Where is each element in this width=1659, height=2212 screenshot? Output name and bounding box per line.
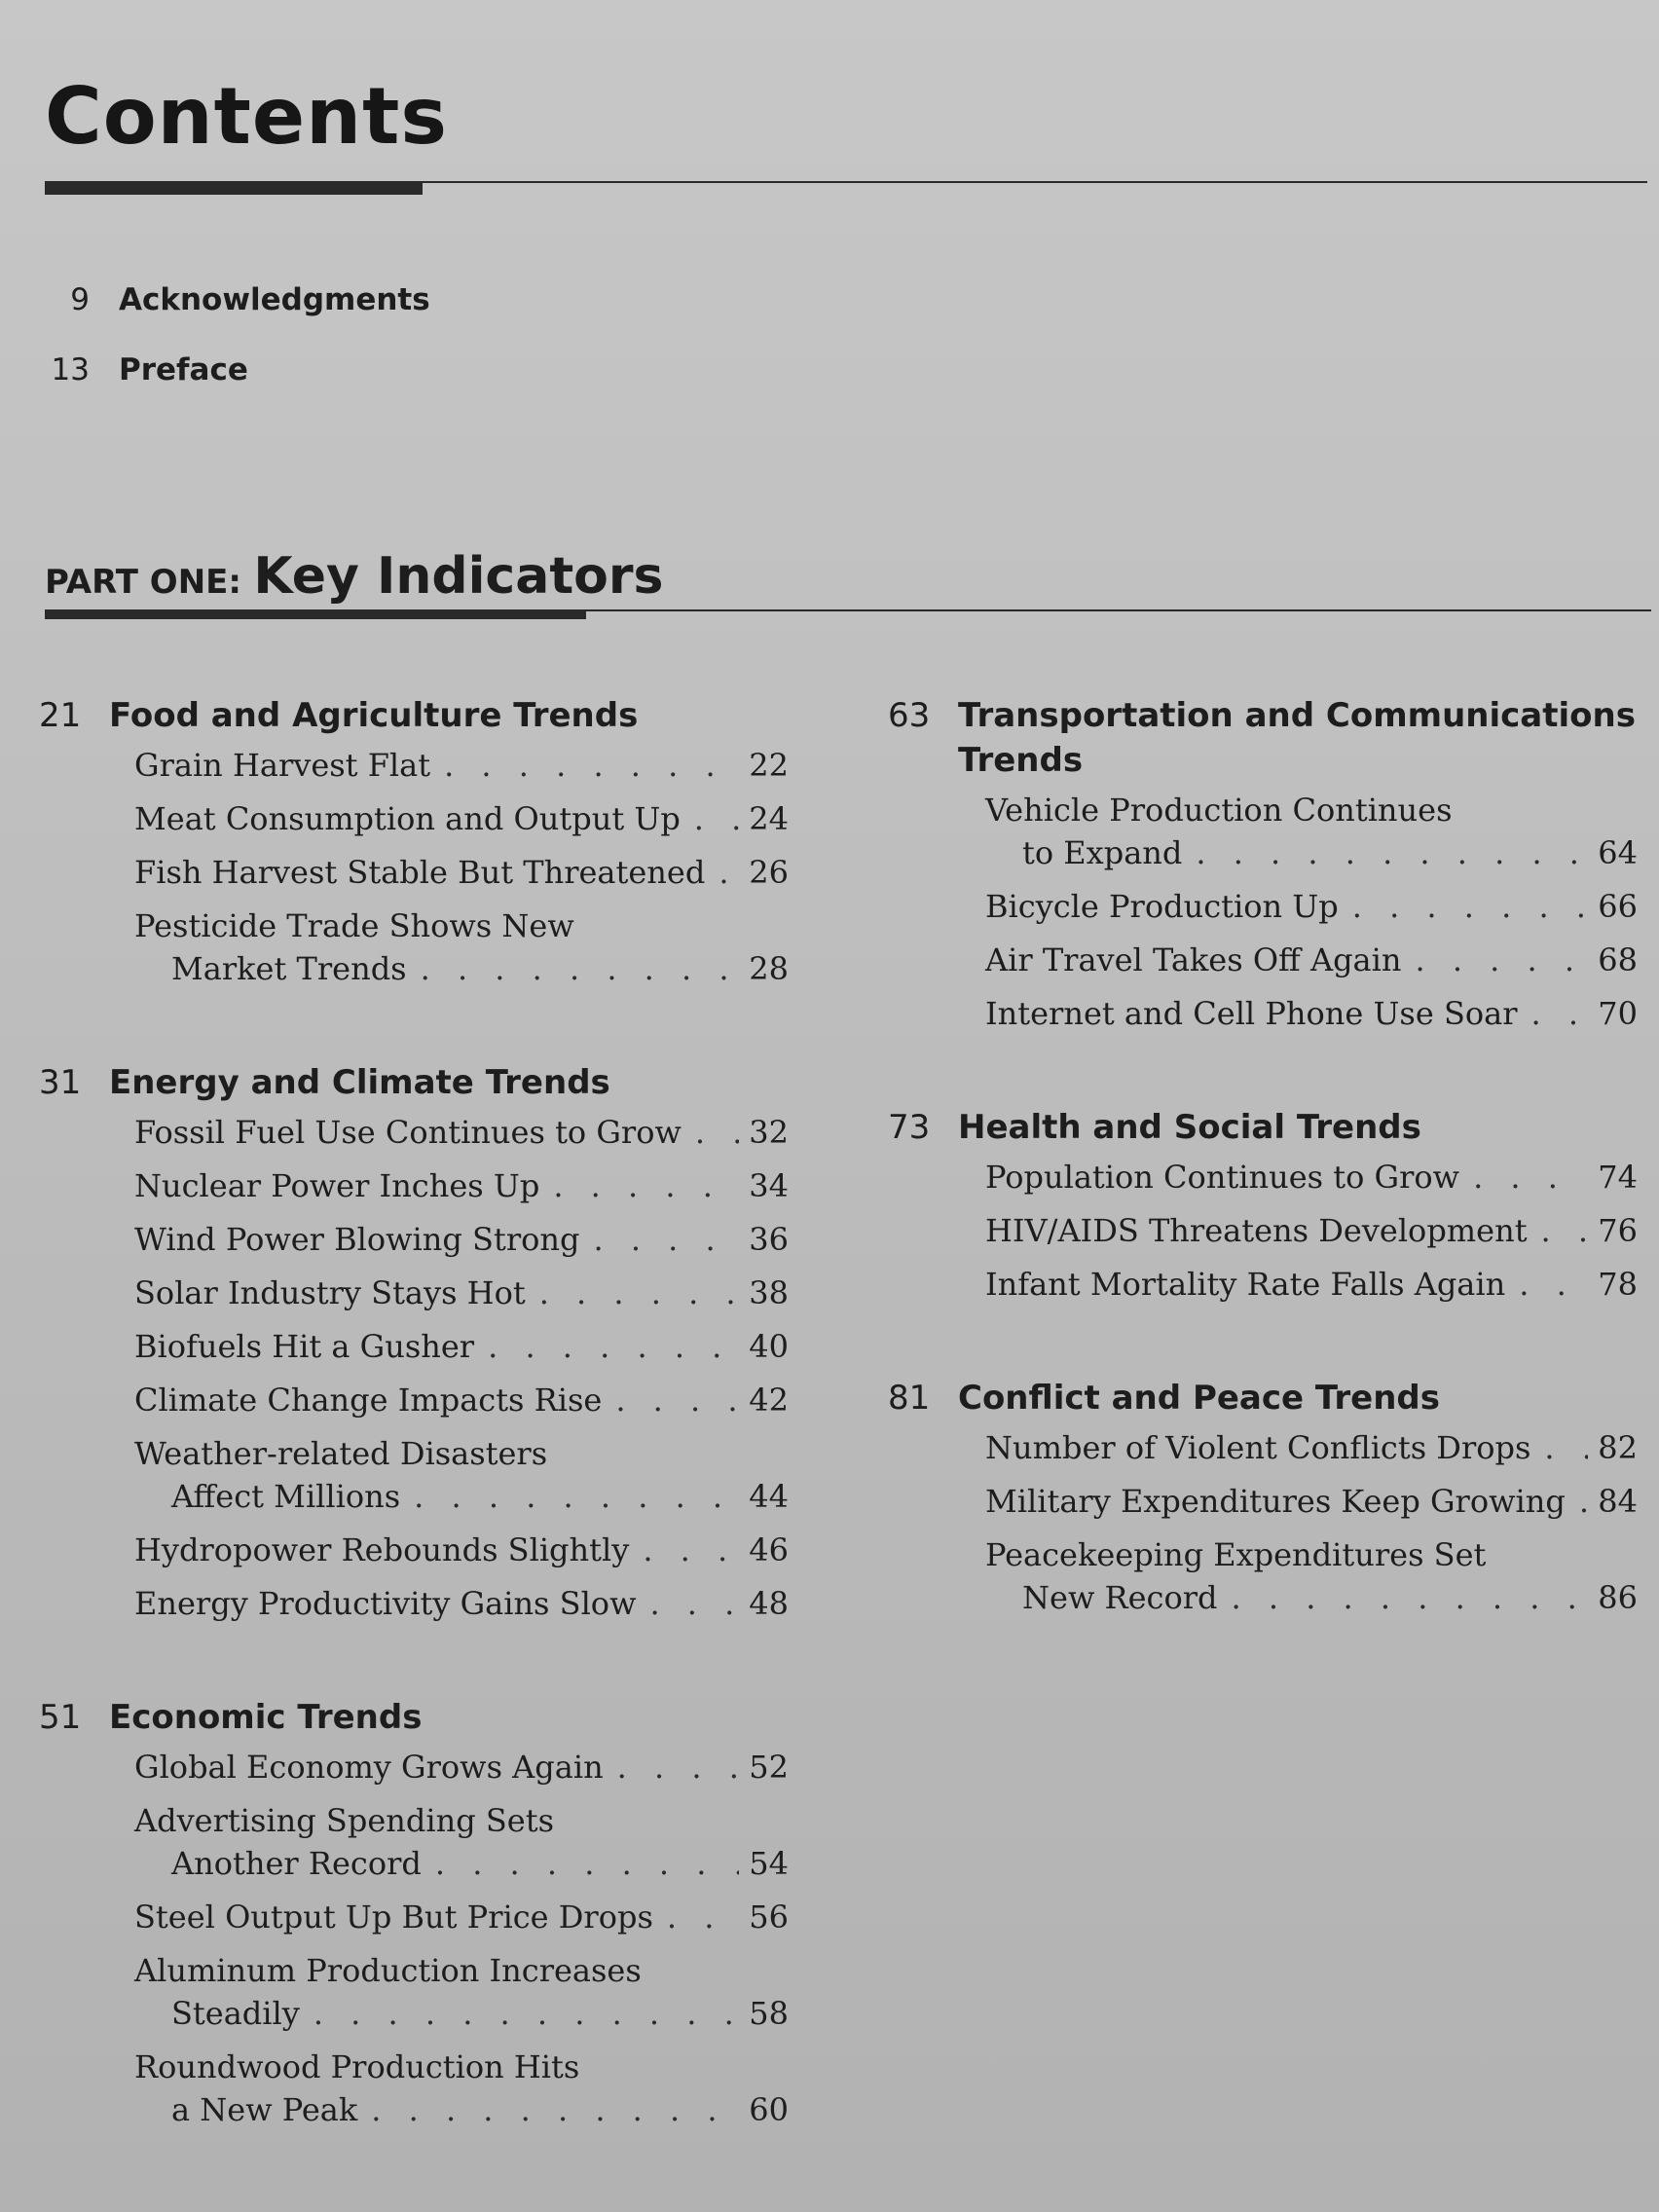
dot-leader bbox=[667, 1896, 739, 1938]
entry-title-line: Wind Power Blowing Strong bbox=[134, 1221, 580, 1258]
entry-title-line: Roundwood Production Hits bbox=[134, 2048, 580, 2085]
entry-title-line: Fish Harvest Stable But Threatened bbox=[134, 854, 706, 891]
entry-page-number: 78 bbox=[1598, 1266, 1638, 1303]
entry-page-number: 58 bbox=[749, 1995, 789, 2032]
part-rule-accent bbox=[45, 609, 586, 619]
entry-page-number: 44 bbox=[749, 1478, 789, 1515]
toc-entry[interactable] bbox=[985, 789, 1638, 874]
dot-leader bbox=[695, 1111, 739, 1154]
front-matter-page: 9 bbox=[70, 282, 90, 317]
entry-title-line: Grain Harvest Flat bbox=[134, 747, 431, 784]
section-page-number: 81 bbox=[888, 1379, 931, 1418]
dot-leader bbox=[553, 1164, 739, 1207]
dot-leader bbox=[643, 1529, 739, 1571]
dot-leader bbox=[1196, 831, 1588, 874]
part-prefix: PART ONE: bbox=[45, 563, 241, 602]
entry-page-number: 84 bbox=[1598, 1483, 1638, 1520]
dot-leader bbox=[649, 1582, 739, 1625]
entry-page-number: 60 bbox=[749, 2091, 789, 2128]
toc-column-left bbox=[39, 693, 789, 2201]
entry-title-line: Biofuels Hit a Gusher bbox=[134, 1328, 475, 1365]
toc-entry[interactable] bbox=[134, 744, 789, 787]
toc-section bbox=[888, 1376, 1638, 1619]
toc-entry[interactable] bbox=[134, 1379, 789, 1421]
dot-leader bbox=[719, 851, 739, 894]
dot-leader bbox=[421, 947, 740, 990]
entry-page-number: 70 bbox=[1598, 995, 1638, 1032]
entry-page-number: 22 bbox=[749, 747, 789, 784]
entry-title-line: Global Economy Grows Again bbox=[134, 1749, 604, 1786]
entry-title-line: New Record bbox=[1022, 1579, 1218, 1616]
dot-leader bbox=[1232, 1576, 1589, 1619]
section-heading[interactable] bbox=[39, 1060, 789, 1105]
entry-title-line: Another Record bbox=[171, 1845, 422, 1882]
dot-leader bbox=[435, 1842, 739, 1885]
entry-title-line: Peacekeeping Expenditures Set bbox=[985, 1536, 1487, 1573]
toc-section bbox=[39, 1060, 789, 1625]
toc-section bbox=[888, 1105, 1638, 1306]
entry-title-line: Climate Change Impacts Rise bbox=[134, 1382, 603, 1419]
entry-title-line: Military Expenditures Keep Growing bbox=[985, 1483, 1566, 1520]
section-title: Energy and Climate Trends bbox=[109, 1063, 610, 1102]
toc-section bbox=[39, 693, 789, 990]
entry-page-number: 46 bbox=[749, 1531, 789, 1568]
toc-entry[interactable] bbox=[134, 1529, 789, 1571]
section-title: Economic Trends bbox=[109, 1698, 423, 1737]
entry-page-number: 68 bbox=[1598, 941, 1638, 978]
entry-page-number: 66 bbox=[1598, 888, 1638, 925]
toc-entry[interactable] bbox=[134, 797, 789, 840]
entry-page-number: 56 bbox=[749, 1899, 789, 1936]
section-title: Health and Social Trends bbox=[958, 1108, 1421, 1147]
section-title: Conflict and Peace Trends bbox=[958, 1379, 1440, 1418]
entry-title-line: Internet and Cell Phone Use Soar bbox=[985, 995, 1518, 1032]
entry-title-line: Energy Productivity Gains Slow bbox=[134, 1585, 637, 1622]
entry-page-number: 24 bbox=[749, 800, 789, 837]
entry-title-line: Bicycle Production Up bbox=[985, 888, 1339, 925]
entry-title-line: Advertising Spending Sets bbox=[134, 1802, 554, 1839]
entry-title-line: a New Peak bbox=[171, 2091, 358, 2128]
part-title: Key Indicators bbox=[253, 547, 664, 606]
entry-title-line: Nuclear Power Inches Up bbox=[134, 1167, 540, 1204]
dot-leader bbox=[1473, 1156, 1588, 1198]
entry-page-number: 74 bbox=[1598, 1159, 1638, 1196]
toc-entry[interactable] bbox=[134, 1111, 789, 1154]
toc-entry[interactable] bbox=[134, 904, 789, 990]
section-page-number: 73 bbox=[888, 1108, 931, 1147]
toc-entry[interactable] bbox=[985, 1263, 1638, 1306]
entry-page-number: 76 bbox=[1598, 1212, 1638, 1249]
entry-title-line: Hydropower Rebounds Slightly bbox=[134, 1531, 630, 1568]
toc-entry[interactable] bbox=[985, 1480, 1638, 1523]
toc-entry[interactable] bbox=[134, 1746, 789, 1788]
front-matter-label: Acknowledgments bbox=[119, 282, 430, 317]
entry-page-number: 32 bbox=[749, 1114, 789, 1151]
toc-entry[interactable] bbox=[134, 1896, 789, 1938]
entry-title-line: Air Travel Takes Off Again bbox=[985, 941, 1402, 978]
entry-title-line: to Expand bbox=[1022, 834, 1183, 871]
dot-leader bbox=[1519, 1263, 1588, 1306]
section-page-number: 51 bbox=[39, 1698, 82, 1737]
dot-leader bbox=[593, 1218, 739, 1261]
section-heading[interactable] bbox=[39, 1695, 789, 1740]
toc-entry[interactable] bbox=[134, 1272, 789, 1314]
entry-page-number: 28 bbox=[749, 950, 789, 987]
dot-leader bbox=[617, 1746, 740, 1788]
toc-entry[interactable] bbox=[134, 2046, 789, 2131]
entry-title-line: Aluminum Production Increases bbox=[134, 1952, 642, 1989]
dot-leader bbox=[1541, 1209, 1589, 1252]
entry-title-line: HIV/AIDS Threatens Development bbox=[985, 1212, 1528, 1249]
toc-entry[interactable] bbox=[985, 992, 1638, 1035]
entry-page-number: 40 bbox=[749, 1328, 789, 1365]
entry-page-number: 42 bbox=[749, 1382, 789, 1419]
toc-entry[interactable] bbox=[985, 1209, 1638, 1252]
dot-leader bbox=[615, 1379, 739, 1421]
toc-entry[interactable] bbox=[985, 1533, 1638, 1619]
dot-leader bbox=[1531, 992, 1589, 1035]
toc-section bbox=[888, 693, 1638, 1035]
page-title: Contents bbox=[45, 71, 448, 162]
dot-leader bbox=[1544, 1426, 1588, 1469]
toc-entry[interactable] bbox=[134, 1582, 789, 1625]
entry-page-number: 34 bbox=[749, 1167, 789, 1204]
section-page-number: 21 bbox=[39, 696, 82, 735]
dot-leader bbox=[694, 797, 739, 840]
dot-leader bbox=[1352, 885, 1589, 928]
section-heading[interactable] bbox=[39, 693, 789, 738]
dot-leader bbox=[414, 1475, 739, 1518]
section-title: Transportation and Communications Trends bbox=[958, 696, 1636, 780]
entry-page-number: 36 bbox=[749, 1221, 789, 1258]
toc-entry[interactable] bbox=[985, 1156, 1638, 1198]
entry-page-number: 54 bbox=[749, 1845, 789, 1882]
toc-entry[interactable] bbox=[134, 1949, 789, 2035]
entry-page-number: 26 bbox=[749, 854, 789, 891]
dot-leader bbox=[371, 2088, 739, 2131]
toc-entry[interactable] bbox=[134, 851, 789, 894]
dot-leader bbox=[539, 1272, 740, 1314]
entry-title-line: Number of Violent Conflicts Drops bbox=[985, 1429, 1531, 1466]
entry-page-number: 52 bbox=[749, 1749, 789, 1786]
entry-title-line: Population Continues to Grow bbox=[985, 1159, 1460, 1196]
section-heading[interactable] bbox=[888, 693, 1638, 783]
dot-leader bbox=[488, 1325, 739, 1368]
entry-title-line: Steadily bbox=[171, 1995, 300, 2032]
toc-column-right bbox=[888, 693, 1638, 1689]
section-page-number: 31 bbox=[39, 1063, 82, 1102]
toc-entry[interactable] bbox=[985, 939, 1638, 981]
entry-title-line: Fossil Fuel Use Continues to Grow bbox=[134, 1114, 682, 1151]
dot-leader bbox=[444, 744, 739, 787]
front-matter-label: Preface bbox=[119, 352, 248, 387]
entry-page-number: 38 bbox=[749, 1274, 789, 1311]
dot-leader bbox=[1415, 939, 1588, 981]
toc-section bbox=[39, 1695, 789, 2131]
entry-title-line: Infant Mortality Rate Falls Again bbox=[985, 1266, 1506, 1303]
section-heading[interactable] bbox=[888, 1105, 1638, 1150]
entry-title-line: Market Trends bbox=[171, 950, 407, 987]
front-matter-page: 13 bbox=[51, 352, 90, 387]
toc-entry[interactable] bbox=[134, 1164, 789, 1207]
toc-entry[interactable] bbox=[985, 885, 1638, 928]
entry-title-line: Steel Output Up But Price Drops bbox=[134, 1899, 653, 1936]
dot-leader bbox=[1579, 1480, 1588, 1523]
entry-title-line: Vehicle Production Continues bbox=[985, 792, 1453, 829]
entry-title-line: Pesticide Trade Shows New bbox=[134, 907, 574, 944]
entry-page-number: 64 bbox=[1598, 834, 1638, 871]
toc-entry[interactable] bbox=[134, 1432, 789, 1518]
section-title: Food and Agriculture Trends bbox=[109, 696, 639, 735]
entry-page-number: 82 bbox=[1598, 1429, 1638, 1466]
toc-entry[interactable] bbox=[985, 1426, 1638, 1469]
dot-leader bbox=[313, 1992, 739, 2035]
toc-entry[interactable] bbox=[134, 1325, 789, 1368]
entry-page-number: 86 bbox=[1598, 1579, 1638, 1616]
entry-page-number: 48 bbox=[749, 1585, 789, 1622]
section-heading[interactable] bbox=[888, 1376, 1638, 1420]
entry-title-line: Meat Consumption and Output Up bbox=[134, 800, 681, 837]
toc-entry[interactable] bbox=[134, 1218, 789, 1261]
entry-title-line: Solar Industry Stays Hot bbox=[134, 1274, 526, 1311]
part-heading bbox=[45, 547, 664, 606]
section-page-number: 63 bbox=[888, 696, 931, 735]
title-rule-accent bbox=[45, 181, 423, 195]
entry-title-line: Affect Millions bbox=[171, 1478, 401, 1515]
toc-entry[interactable] bbox=[134, 1799, 789, 1885]
entry-title-line: Weather-related Disasters bbox=[134, 1435, 548, 1472]
